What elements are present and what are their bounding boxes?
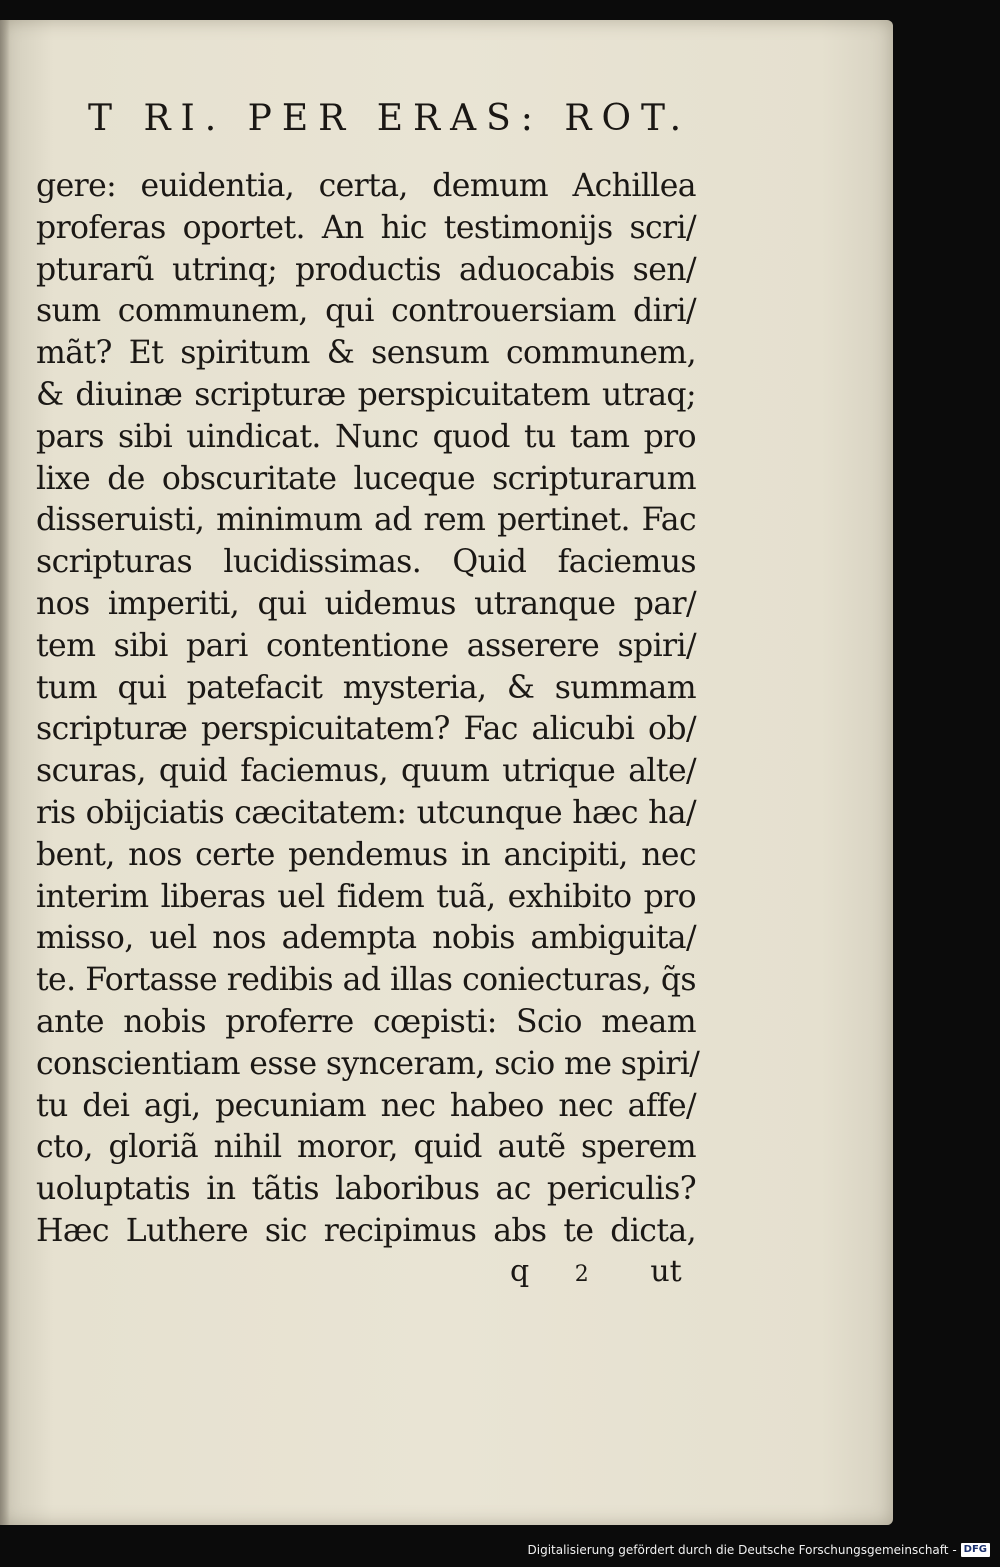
text-line: mãt? Et spiritum & sensum communem, <box>36 335 696 372</box>
text-line: pars sibi uindicat. Nunc quod tu tam pro <box>36 418 696 455</box>
text-line: misso, uel nos adempta nobis ambiguita/ <box>36 920 696 957</box>
text-line: proferas oportet. An hic testimonijs scri/ <box>36 209 696 246</box>
text-line: pturarũ utrinq; productis aduocabis sen/ <box>36 251 696 288</box>
page-binding-edge <box>0 20 10 1525</box>
text-line: tem sibi pari contentione asserere spiri/ <box>36 627 696 664</box>
text-line: lixe de obscuritate luceque scripturarum <box>36 460 696 497</box>
text-line: gere: euidentia, certa, demum Achillea <box>36 168 696 204</box>
text-line: cto, gloriã nihil moror, quid autẽ sperem <box>36 1129 696 1166</box>
signature-number: 2 <box>574 1262 589 1287</box>
signature-line <box>510 1254 710 1289</box>
text-line: tu dei agi, pecuniam nec habeo nec affe/ <box>36 1087 696 1124</box>
text-line: ante nobis proferre cœpisti: Scio meam <box>36 1003 696 1040</box>
catchword: ut <box>650 1254 682 1289</box>
running-head: T RI. PER ERAS: ROT. <box>88 98 692 139</box>
text-line: disseruisti, minimum ad rem pertinet. Fac <box>36 502 696 539</box>
body-text <box>36 166 700 1253</box>
text-line: sum communem, qui controuersiam diri/ <box>36 293 696 330</box>
text-line: uoluptatis in tãtis laboribus ac periculis? <box>36 1171 696 1208</box>
text-line: Hæc Luthere sic recipimus abs te dicta, <box>36 1212 696 1249</box>
text-line: conscientiam esse synceram, scio me spiri/ <box>36 1045 700 1082</box>
text-line: te. Fortasse redibis ad illas coniecturas, q̃s <box>36 962 696 999</box>
credit-text: Digitalisierung gefördert durch die Deutsche Forschungsgemeinschaft - <box>527 1543 957 1557</box>
text-line: tum qui patefacit mysteria, & summam <box>36 669 696 706</box>
text-line: ris obijciatis cæcitatem: utcunque hæc ha/ <box>36 794 696 831</box>
text-line: scripturæ perspicuitatem? Fac alicubi ob/ <box>36 711 696 748</box>
digitization-credit <box>528 1539 991 1561</box>
signature-mark: q <box>510 1254 530 1289</box>
text-line: & diuinæ scripturæ perspicuitatem utraq; <box>36 376 696 413</box>
text-line: scripturas lucidissimas. Quid faciemus <box>36 544 696 581</box>
text-line: interim liberas uel fidem tuã, exhibito pro <box>36 878 696 915</box>
text-line: nos imperiti, qui uidemus utranque par/ <box>36 585 696 622</box>
dfg-logo: DFG <box>961 1543 990 1557</box>
text-line: bent, nos certe pendemus in ancipiti, nec <box>36 836 696 873</box>
text-line: scuras, quid faciemus, quum utrique alte/ <box>36 753 696 790</box>
